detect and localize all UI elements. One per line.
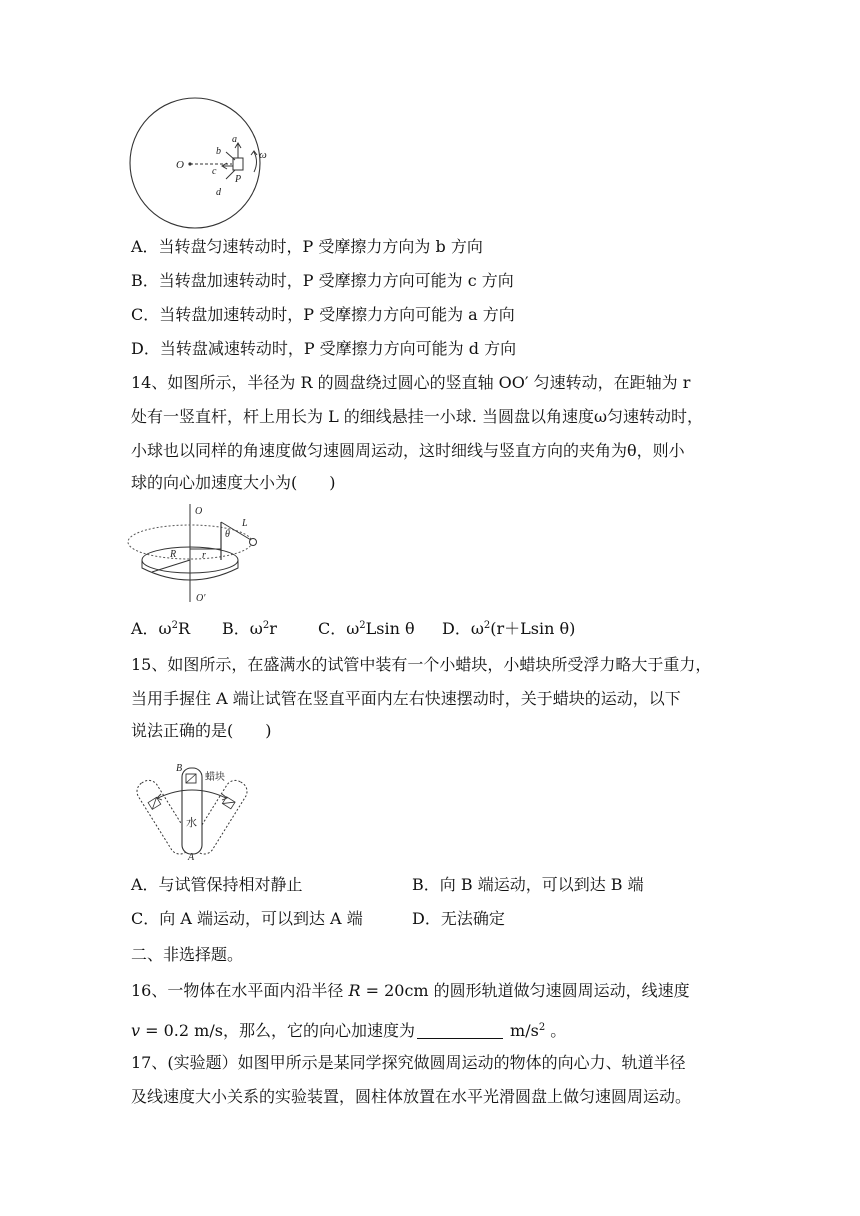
figure-disk-pendulum [124, 502, 304, 608]
q15-option-b: B．向 B 端运动，可以到达 B 端 [412, 875, 644, 894]
q16-text-line2: v = 0.2 m/s，那么，它的向心加速度为 $m/s^2$ 。 [131, 1021, 567, 1040]
q15-text-line3: 说法正确的是( ) [131, 721, 272, 740]
q15-text-line2: 当用手握住 A 端让试管在竖直平面内左右快速摆动时，关于蜡块的运动，以下 [131, 689, 681, 708]
q15-option-c: C．向 A 端运动，可以到达 A 端 [131, 909, 363, 928]
q17-text-line1: 17、(实验题）如图甲所示是某同学探究做圆周运动的物体的向心力、轨道半径 [131, 1053, 686, 1072]
q14-text-line3: 小球也以同样的角速度做匀速圆周运动，这时细线与竖直方向的夹角为θ，则小 [131, 441, 685, 460]
q13-option-a: A．当转盘匀速转动时，P 受摩擦力方向为 b 方向 [131, 237, 483, 256]
fig13-label-O: O [176, 159, 184, 171]
fig13-label-a: a [232, 134, 237, 145]
fig14-label-L: L [242, 518, 248, 529]
q14-option-c: C．$\omega^2Lsin$ θ [318, 619, 415, 638]
q15-text-line1: 15、如图所示，在盛满水的试管中装有一个小蜡块，小蜡块所受浮力略大于重力， [131, 655, 712, 674]
q13-option-d: D．当转盘减速转动时，P 受摩擦力方向可能为 d 方向 [131, 339, 517, 358]
q13-option-b: B．当转盘加速转动时，P 受摩擦力方向可能为 c 方向 [131, 271, 514, 290]
figure-disk-friction [128, 96, 298, 226]
q14-text-line2: 处有一竖直杆，杆上用长为 L 的细线悬挂一小球. 当圆盘以角速度ω匀速转动时， [131, 407, 704, 426]
q16-text-line1: 16、一物体在水平面内沿半径 R = 20cm 的圆形轨道做匀速圆周运动，线速度 [131, 981, 690, 1000]
fig15-label-water: 水 [186, 817, 197, 829]
q14-text-line1: 14、如图所示，半径为 R 的圆盘绕过圆心的竖直轴 OO′ 匀速转动，在距轴为 r [131, 373, 691, 392]
q13-option-c: C．当转盘加速转动时，P 受摩擦力方向可能为 a 方向 [131, 305, 515, 324]
fig15-label-wax: 蜡块 [205, 772, 225, 783]
q16-answer-blank[interactable] [417, 1022, 503, 1039]
fig14-label-theta: θ [225, 529, 230, 540]
fig14-label-O-prime: O′ [196, 593, 206, 604]
fig14-label-r: r [202, 550, 206, 561]
section-heading-non-choice: 二、非选择题。 [131, 945, 244, 964]
figure-test-tube [128, 760, 268, 863]
fig14-label-O: O [195, 506, 203, 517]
q17-text-line2: 及线速度大小关系的实验装置，圆柱体放置在水平光滑圆盘上做匀速圆周运动。 [131, 1087, 692, 1106]
fig15-label-B: B [176, 763, 183, 774]
fig13-label-c: c [212, 166, 217, 177]
fig13-label-d: d [216, 187, 221, 198]
fig14-label-R: R [170, 549, 177, 560]
fig13-label-b: b [216, 146, 221, 157]
q14-option-a: A．$\omega^2R$ [131, 619, 191, 638]
fig15-label-A: A [188, 852, 195, 863]
q14-text-line4: 球的向心加速度大小为( ) [131, 473, 336, 492]
q14-option-b: B．$\omega^2r$ [222, 619, 277, 638]
fig13-label-omega: ω [259, 149, 267, 161]
q15-option-d: D．无法确定 [412, 909, 505, 928]
fig13-label-P: P [235, 174, 242, 185]
q14-option-d: D．$\omega^2(r+Lsin$ θ) [442, 619, 576, 638]
q15-option-a: A．与试管保持相对静止 [131, 875, 303, 894]
